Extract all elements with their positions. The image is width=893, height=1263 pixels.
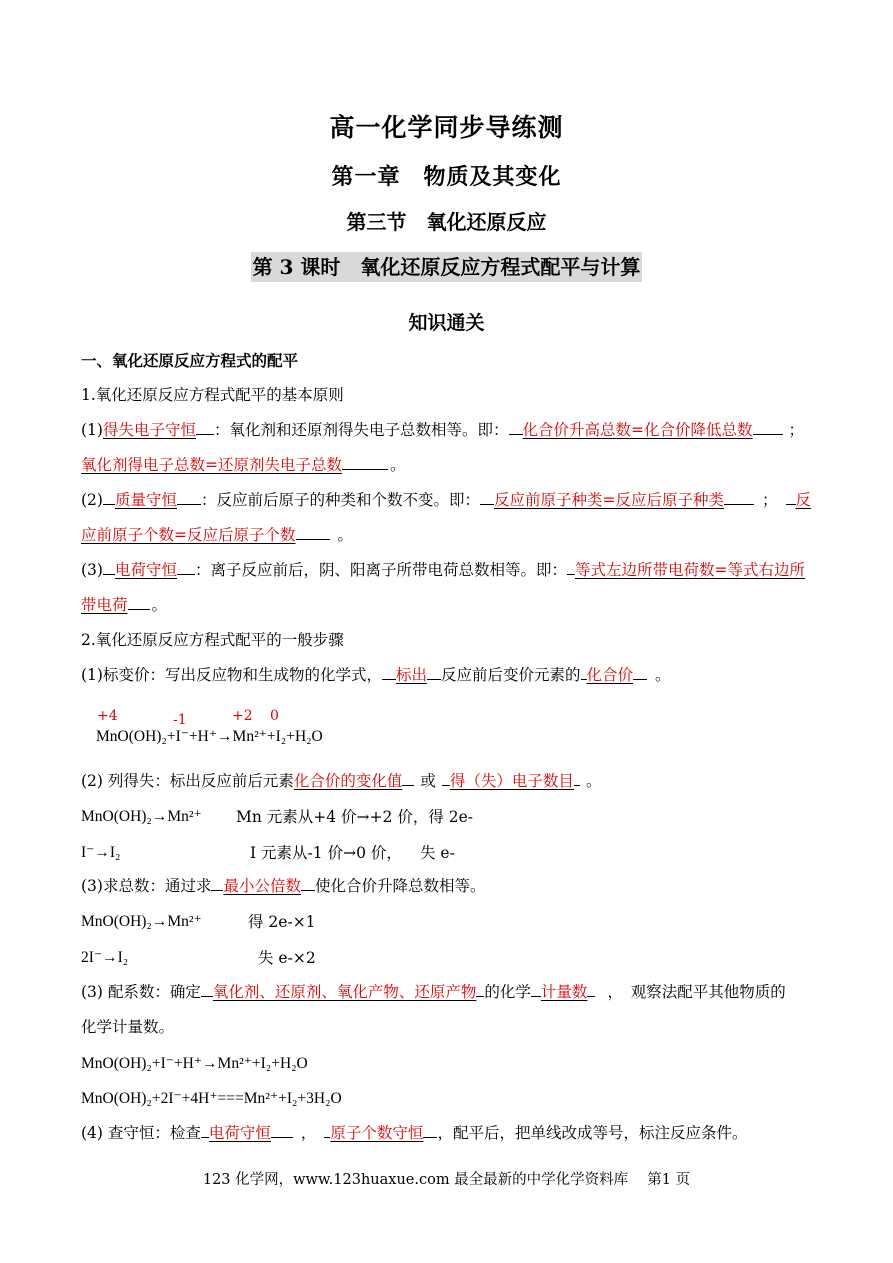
rule-2-cont [81, 524, 821, 546]
rule-1 [81, 419, 821, 441]
answer: 得失电子守恒 [102, 421, 196, 439]
answer: 标出 [395, 666, 427, 684]
paragraph: 1.氧化还原反应方程式配平的基本原则 [81, 386, 344, 404]
text: (3) 配系数：确定 [81, 983, 201, 1001]
rule-3-cont [81, 594, 821, 616]
text: 。 [151, 596, 168, 614]
answer: 等式左边所带电荷数=等式右边所 [575, 561, 805, 579]
equation: 2I⁻→I₂ [81, 949, 129, 966]
answer: 电荷守恒 [114, 561, 177, 579]
answer: 化合价 [586, 666, 634, 684]
answer: 原子个数守恒 [330, 1124, 424, 1142]
text: 。 [390, 456, 406, 474]
rule-number: (1) [81, 421, 103, 439]
note: I 元素从-1 价→0 价， [250, 844, 402, 862]
rule-3 [81, 559, 821, 581]
paragraph: 2.氧化还原反应方程式配平的一般步骤 [81, 631, 344, 649]
note: 失 e-×2 [258, 949, 316, 967]
step-4-cont: 化学计量数。 [81, 1018, 175, 1036]
document-title: 高一化学同步导练测 [329, 113, 564, 142]
equation: I⁻→I₂ [81, 844, 121, 861]
text: 。 [585, 772, 602, 790]
step-2 [81, 770, 821, 792]
equation: MnO(OH)₂+I⁻+H⁺→Mn²⁺+I₂+H₂O [96, 728, 323, 745]
answer: 得（失）电子数目 [449, 772, 574, 790]
chapter-heading: 第一章 物质及其变化 [331, 164, 562, 190]
text: (3)求总数：通过求 [81, 877, 212, 895]
rule-1-cont [81, 454, 821, 476]
answer: 化合价升高总数=化合价降低总数 [522, 421, 753, 439]
text: 。 [655, 666, 671, 684]
answer: 质量守恒 [114, 491, 177, 509]
text: 。 [337, 526, 354, 544]
answer: 反应前原子种类=反应后原子种类 [494, 491, 724, 509]
answer: 化合价的变化值 [293, 772, 403, 790]
text: ：反应前后原子的种类和个数不变。即： [200, 491, 480, 509]
answer: 反 [795, 491, 812, 509]
answer: 带电荷 [81, 596, 128, 614]
valence-mark: -1 [173, 712, 187, 728]
equation: MnO(OH)₂→Mn²⁺ [81, 913, 202, 930]
valence-mark: +4 [97, 708, 118, 724]
text: (2) 列得失：标出反应前后元素 [81, 772, 294, 790]
rule-number: (2) [81, 491, 103, 509]
answer: 计量数 [540, 983, 588, 1001]
rule-number: (3) [81, 561, 103, 579]
step-3 [81, 875, 821, 897]
answer: 氧化剂、还原剂、氧化产物、还原产物 [212, 983, 477, 1001]
text: ； [788, 421, 805, 439]
step-5 [81, 1122, 821, 1144]
text: ， [300, 1124, 317, 1142]
valence-mark: +2 [232, 708, 253, 724]
text: ； [762, 491, 778, 509]
equation: MnO(OH)₂→Mn²⁺ [81, 808, 202, 825]
rule-2 [81, 489, 821, 511]
text: ，配平后，把单线改成等号，标注反应条件。 [437, 1124, 748, 1142]
text: ， 观察法配平其他物质的 [607, 983, 786, 1001]
part-heading: 一、氧化还原反应方程式的配平 [81, 351, 299, 370]
valence-mark: 0 [270, 708, 279, 724]
section-heading: 第三节 氧化还原反应 [346, 210, 547, 234]
subtitle: 知识通关 [408, 312, 485, 334]
text: ：氧化剂和还原剂得失电子总数相等。即： [213, 421, 509, 439]
step-1 [81, 664, 821, 686]
answer: 应前原子个数=反应后原子个数 [81, 526, 296, 544]
note: 失 e- [420, 844, 455, 862]
answer: 最小公倍数 [223, 877, 301, 895]
equation: MnO(OH)₂+I⁻+H⁺→Mn²⁺+I₂+H₂O [81, 1055, 308, 1072]
note: Mn 元素从+4 价→+2 价，得 2e- [236, 808, 474, 826]
text: 或 [420, 772, 436, 790]
note: 得 2e-×1 [248, 913, 316, 931]
equation: MnO(OH)₂+2I⁻+4H⁺===Mn²⁺+I₂+3H₂O [81, 1090, 342, 1107]
text: 反应前后变价元素的 [440, 666, 581, 684]
text: (1)标变价：写出反应物和生成物的化学式， [81, 666, 382, 684]
text: 的化学 [484, 983, 531, 1001]
step-4 [81, 981, 821, 1003]
text: (4) 查守恒：检查 [81, 1124, 201, 1142]
answer: 电荷守恒 [208, 1124, 271, 1142]
page-footer: 123 化学网，www.123huaxue.com 最全最新的中学化学资料库 第1 页 [202, 1172, 691, 1188]
lesson-heading: 第 3 课时 氧化还原反应方程式配平与计算 [251, 252, 643, 282]
answer: 氧化剂得电子总数=还原剂失电子总数 [81, 456, 342, 474]
text: ：离子反应前后，阴、阳离子所带电荷总数相等。即： [194, 561, 567, 579]
text: 使化合价升降总数相等。 [314, 877, 486, 895]
